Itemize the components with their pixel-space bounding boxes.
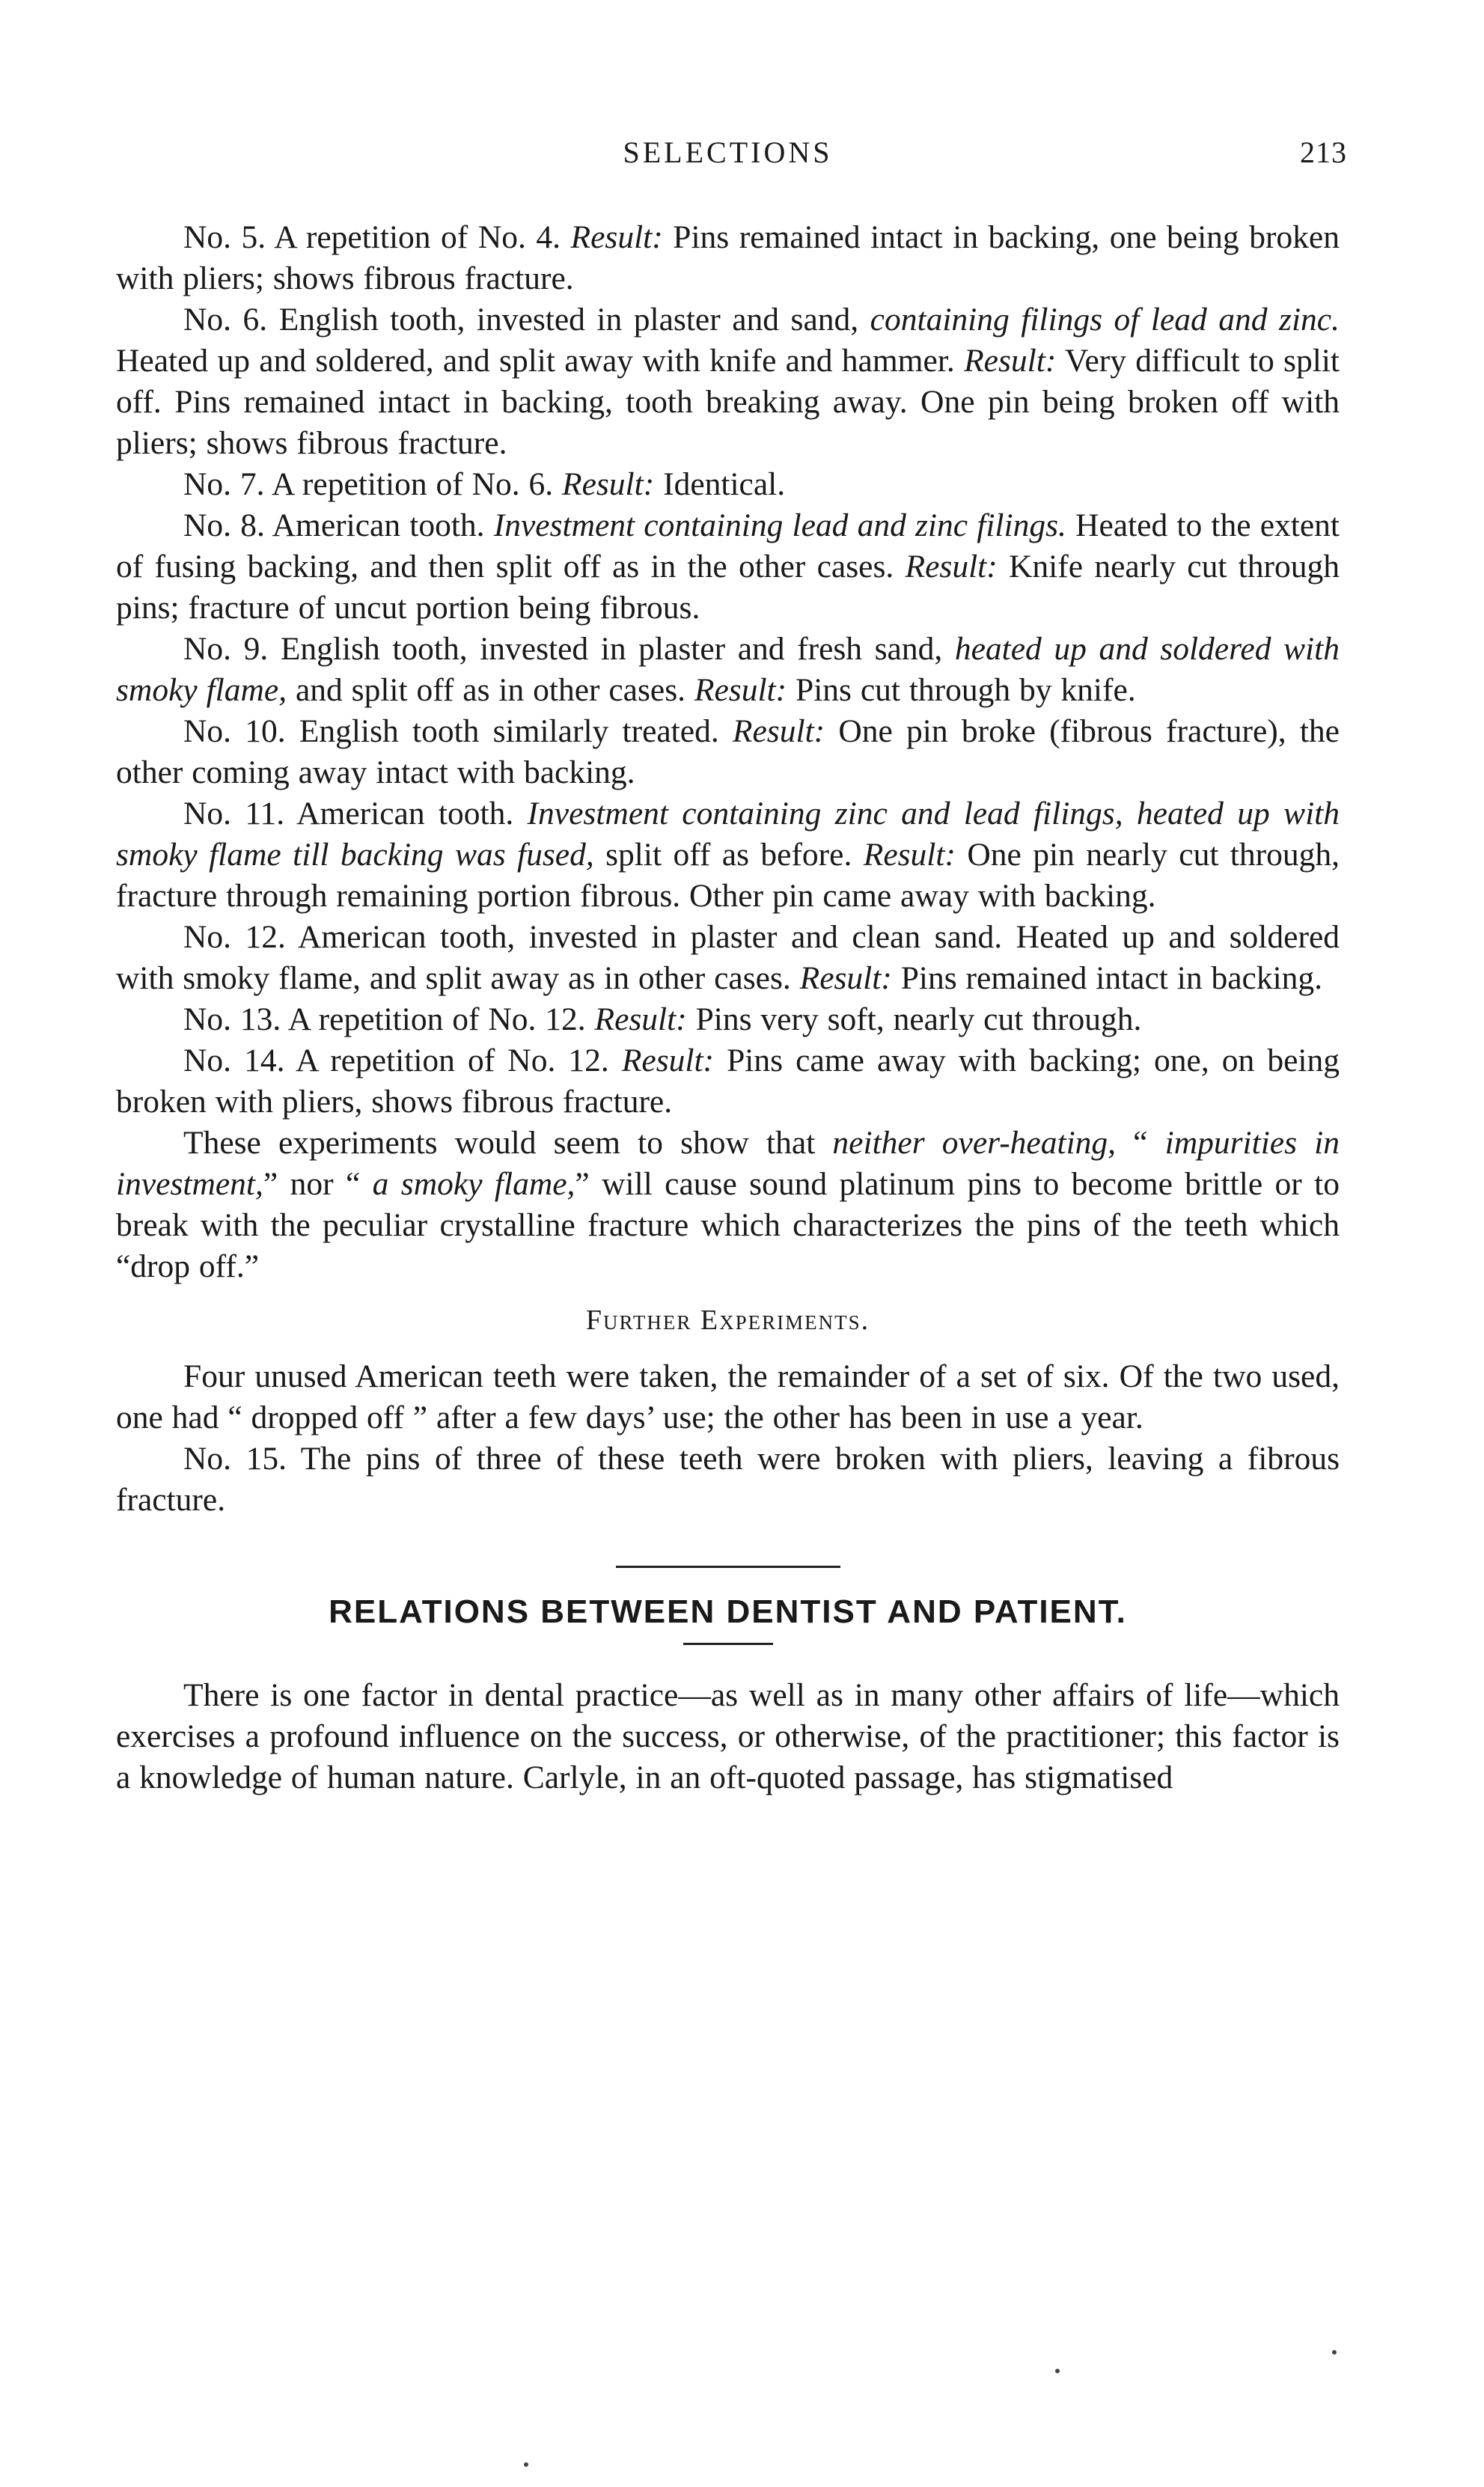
text-run: Pins came away with backing; one, on being broken with pliers, shows fibrous fracture. xyxy=(116,1043,1340,1120)
paragraph-p6 xyxy=(116,299,1340,464)
text-run: No. 13. A repetition of No. 12. xyxy=(183,1001,595,1037)
text-run: “ xyxy=(1116,1125,1165,1161)
running-head xyxy=(116,135,1347,202)
text-run: and split off as in other cases. xyxy=(287,672,694,708)
page-number: 213 xyxy=(1300,135,1347,169)
page-speck xyxy=(1332,2350,1337,2355)
text-run: One pin nearly cut through, fracture through remaining portion fibrous. Other pin came away with backing. xyxy=(116,837,1340,914)
text-run: One pin broke (fibrous fracture), the other coming away intact with backing. xyxy=(116,713,1340,790)
page-speck xyxy=(524,2462,528,2467)
paragraph-prel xyxy=(116,1675,1340,1798)
italic-run: Result: xyxy=(863,837,956,873)
text-run: No. 11. American tooth. xyxy=(183,796,528,831)
text-run: There is one factor in dental practice—as well as in many other affairs of life—which exercises a profound influence on the success, or otherwise, of the practitioner; this factor is a knowledge of human nature. Carlyle, in an oft-quoted passage, has stigmatised xyxy=(116,1677,1340,1795)
italic-run: a smoky flame, xyxy=(372,1166,575,1202)
paragraph-p8 xyxy=(116,505,1340,629)
page-speck xyxy=(1055,2369,1060,2373)
text-run: ” nor “ xyxy=(263,1166,373,1202)
section-divider-rule xyxy=(616,1566,840,1568)
text-run: No. 14. A repetition of No. 12. xyxy=(183,1043,622,1078)
text-run: No. 7. A repetition of No. 6. xyxy=(183,466,562,502)
relations-section xyxy=(116,1675,1340,1798)
text-run: Pins remained intact in backing. xyxy=(891,960,1323,996)
book-page xyxy=(116,135,1347,1798)
text-run: Knife nearly cut through pins; fracture of uncut portion being fibrous. xyxy=(116,549,1340,626)
paragraph-pconc xyxy=(116,1123,1340,1287)
text-run: Heated to the extent of fusing backing, and then split off as in the other cases. xyxy=(116,507,1340,585)
text-run: Heated up and soldered, and split away with knife and hammer. xyxy=(116,343,965,379)
further-experiments-section xyxy=(116,1356,1340,1521)
running-title: SELECTIONS xyxy=(623,135,833,169)
italic-run: Result: xyxy=(570,219,663,255)
text-run: split off as before. xyxy=(593,837,864,873)
italic-run: Result: xyxy=(732,713,825,749)
paragraph-p10 xyxy=(116,711,1340,793)
italic-run: containing filings of lead and zinc. xyxy=(870,302,1340,338)
text-run: No. 6. English tooth, invested in plaster and sand, xyxy=(183,302,870,338)
paragraph-p11 xyxy=(116,793,1340,917)
text-run: ” will cause sound platinum pins to become brittle or to break with the peculiar crystalline fracture which characterizes the pins of the teeth which “drop off.” xyxy=(116,1166,1340,1284)
paragraph-p9 xyxy=(116,629,1340,711)
text-run: Pins cut through by knife. xyxy=(787,672,1136,708)
title-underline-rule xyxy=(683,1643,773,1645)
text-run: Four unused American teeth were taken, the remainder of a set of six. Of the two used, one had “ dropped off ” after a few days’ use; the other has been in use a year. xyxy=(116,1358,1340,1435)
text-run: These experiments would seem to show that xyxy=(183,1125,833,1161)
text-run: No. 12. American tooth, invested in plaster and clean sand. Heated up and soldered with smoky flame, and split away as in other cases. xyxy=(116,919,1340,996)
experiments-section xyxy=(116,217,1340,1287)
text-run: No. 10. English tooth similarly treated. xyxy=(183,713,733,749)
paragraph-p7 xyxy=(116,464,1340,505)
paragraph-p15 xyxy=(116,1438,1340,1521)
paragraph-p13 xyxy=(116,999,1340,1040)
italic-run: Result: xyxy=(594,1001,687,1037)
paragraph-p5 xyxy=(116,217,1340,299)
article-title: RELATIONS BETWEEN DENTIST AND PATIENT. xyxy=(329,1593,1127,1630)
paragraph-pfour xyxy=(116,1356,1340,1438)
text-run: No. 15. The pins of three of these teeth were broken with pliers, leaving a fibrous fracture. xyxy=(116,1441,1340,1518)
paragraph-p12 xyxy=(116,917,1340,999)
italic-run: Result: xyxy=(799,960,892,996)
italic-run: heated up and soldered with smoky flame, xyxy=(116,631,1340,708)
italic-run: Investment containing lead and zinc filings. xyxy=(493,507,1066,543)
subhead-further-experiments: Further Experiments. xyxy=(585,1304,870,1336)
italic-run: impurities in investment, xyxy=(116,1125,1340,1202)
text-run: Pins remained intact in backing, one being broken with pliers; shows fibrous fracture. xyxy=(116,219,1340,296)
italic-run: Result: xyxy=(905,549,998,585)
italic-run: Investment containing zinc and lead filings, heated up with smoky flame till backing was fused, xyxy=(116,796,1340,873)
text-run: Very difficult to split off. Pins remained intact in backing, tooth breaking away. One pin being broken off with pliers; shows fibrous fracture. xyxy=(116,343,1340,461)
text-run: No. 9. English tooth, invested in plaster and fresh sand, xyxy=(183,631,955,667)
italic-run: Result: xyxy=(964,343,1057,379)
italic-run: Result: xyxy=(562,466,655,502)
italic-run: Result: xyxy=(621,1043,715,1078)
italic-run: neither over-heating, xyxy=(832,1125,1117,1161)
text-run: Pins very soft, nearly cut through. xyxy=(686,1001,1142,1037)
italic-run: Result: xyxy=(694,672,787,708)
paragraph-p14 xyxy=(116,1040,1340,1123)
text-run: No. 8. American tooth. xyxy=(183,507,494,543)
text-run: No. 5. A repetition of No. 4. xyxy=(183,219,571,255)
text-run: Identical. xyxy=(654,466,786,502)
